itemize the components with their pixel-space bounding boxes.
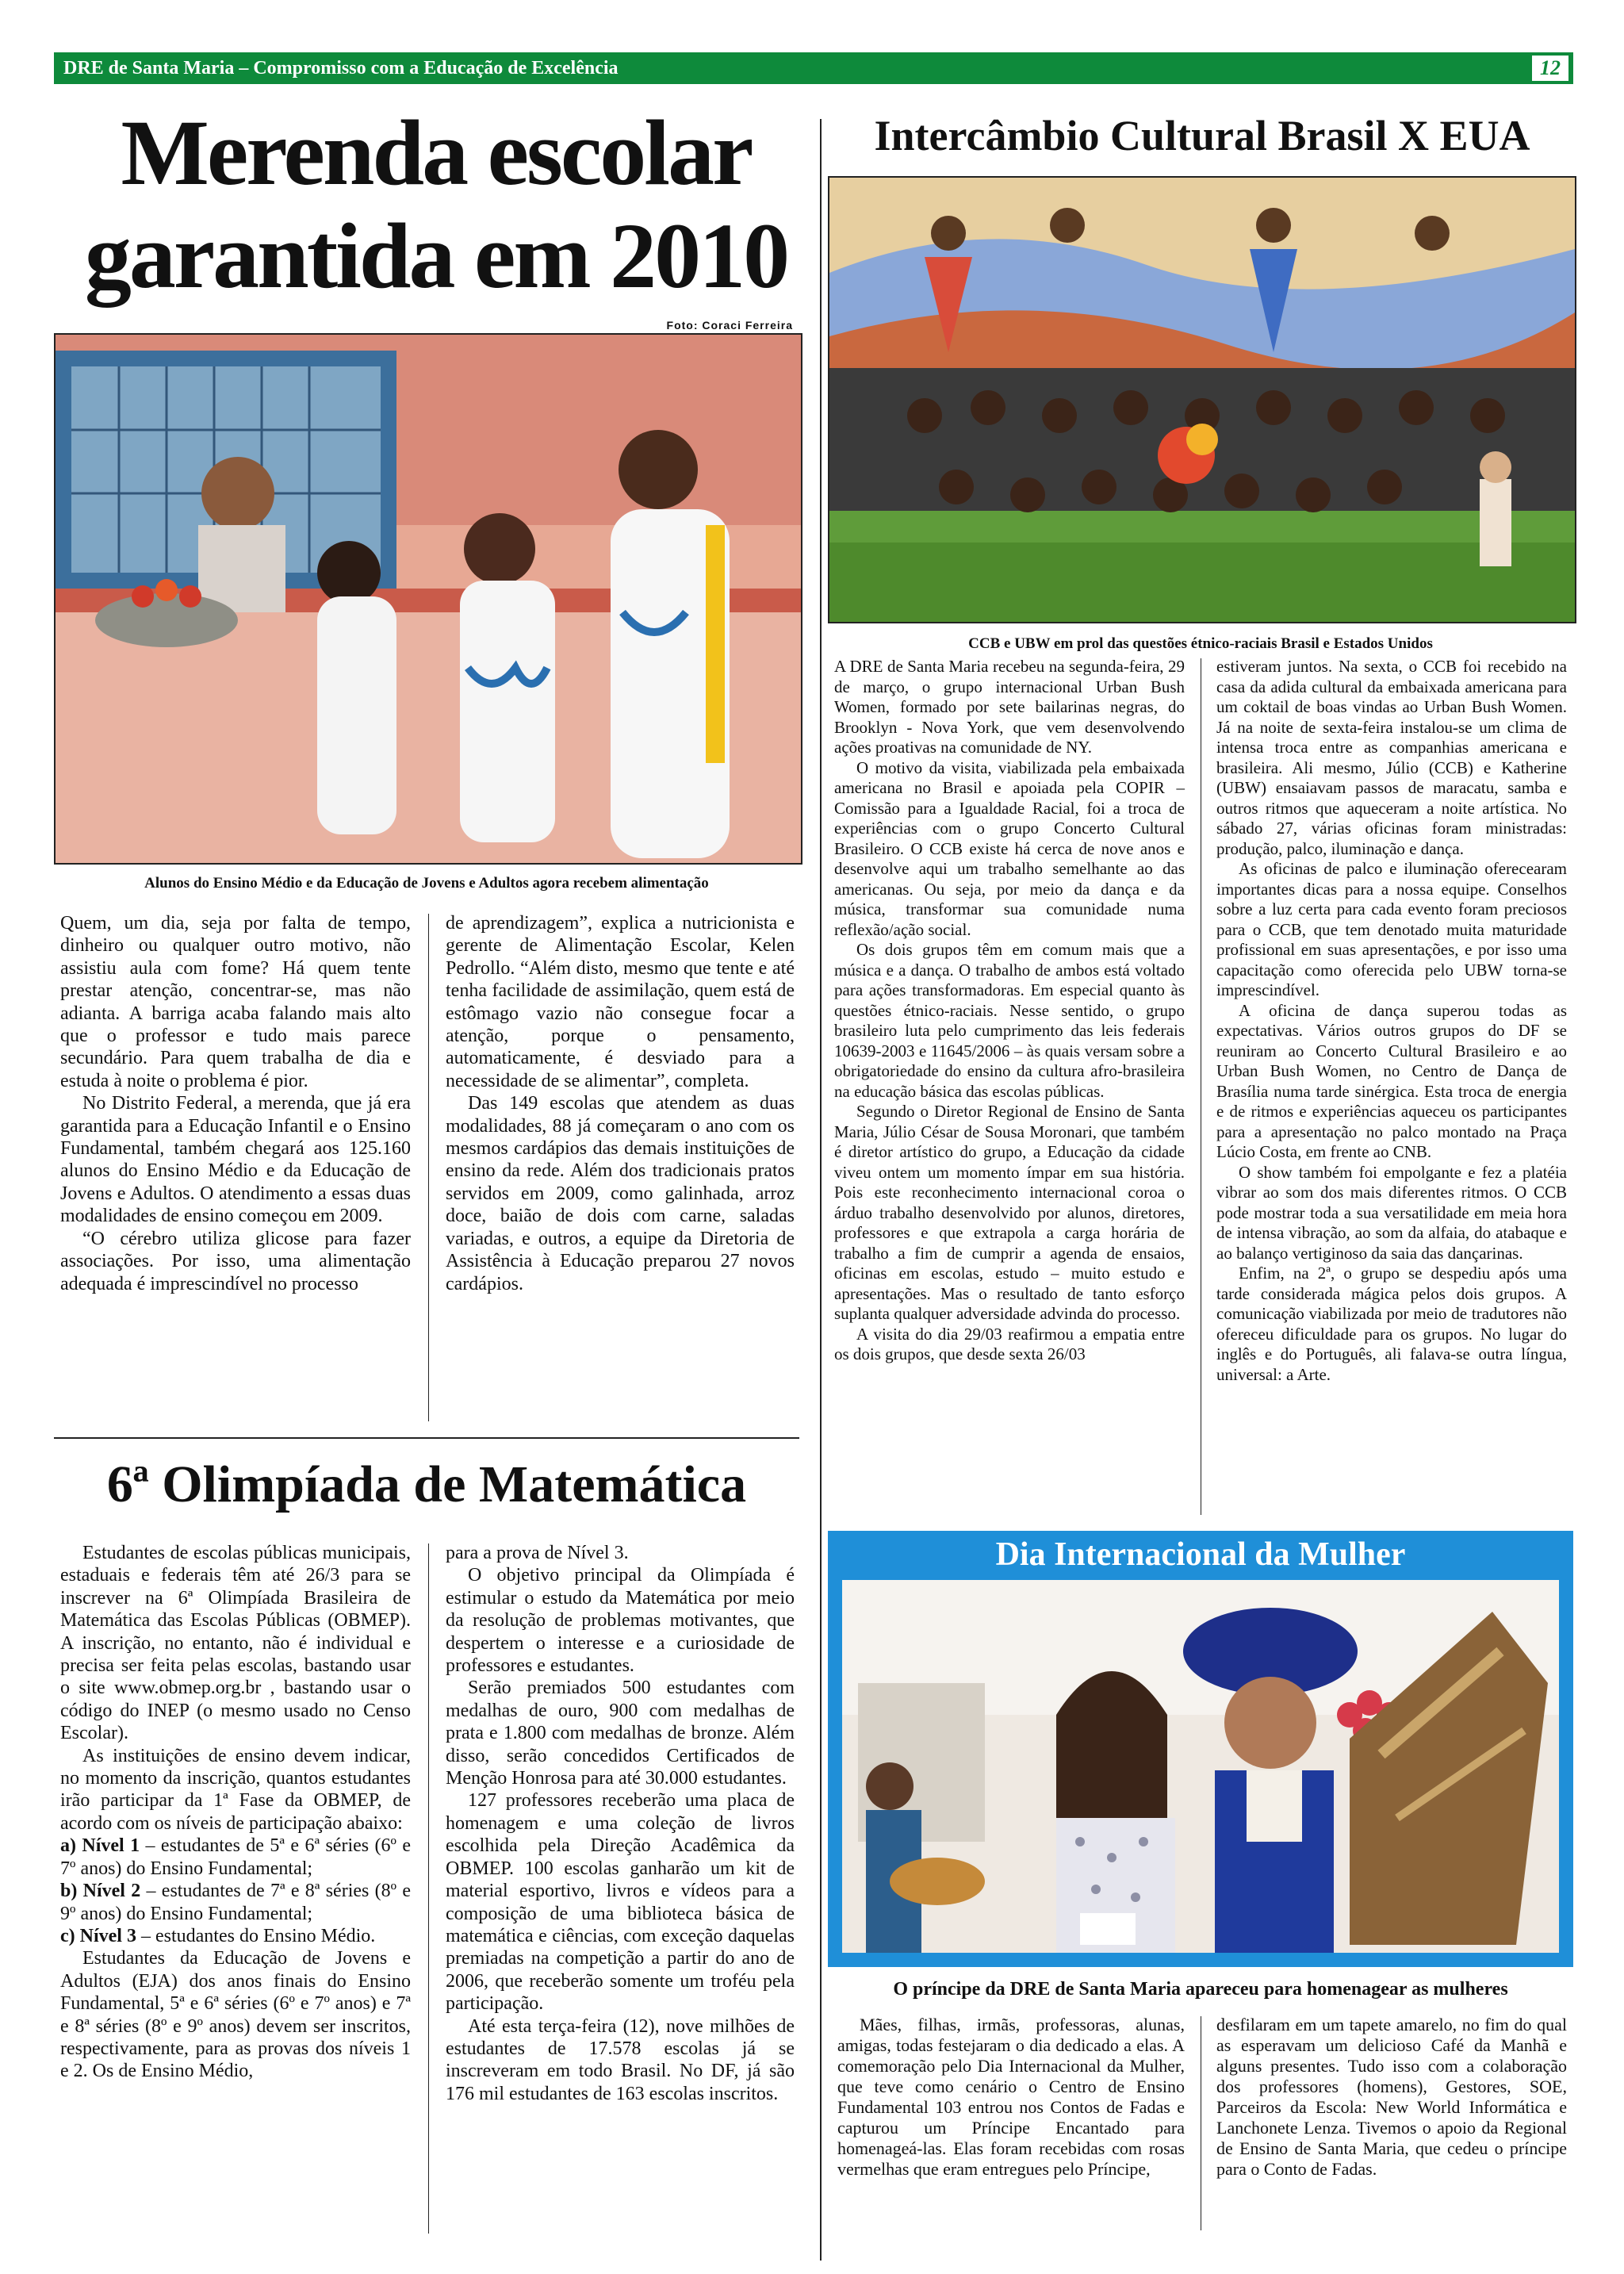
olimpiada-col2-p3: Serão premiados 500 estudantes com medalhas de ouro, 900 com medalhas de prata e 1.800 com medalhas de bronze. Além disso, serão concedidos Certificados de Menção Honrosa para até 30.000 estudantes. xyxy=(446,1678,795,1789)
banner-text: DRE de Santa Maria – Compromisso com a Educação de Excelência xyxy=(63,58,619,79)
olimpiada-level-3 xyxy=(60,1925,411,1947)
mulher-caption: O príncipe da DRE de Santa Maria apareceu para homenagear as mulheres xyxy=(893,1979,1508,2000)
olimpiada-col2-p4: 127 professores receberão uma placa de homenagem e uma coleção de livros escolhida pela Direção Acadêmica da OBMEP. 100 escolas ganharão um kit de material esportivo, livros e vídeos para a composição de uma biblioteca básica de matemática e ciências, com exceção daquelas premiadas na competição a partir do ano de 2006, que receberão somente um troféu pela participação. xyxy=(446,1790,795,2015)
olimpiada-col2-p2: O objetivo principal da Olimpíada é estimular o estudo da Matemática por meio da resolução de problemas motivantes, que despertem o interesse e a curiosidade de professores e estudantes. xyxy=(446,1565,795,1677)
mulher-headline: Dia Internacional da Mulher xyxy=(995,1536,1406,1573)
merenda-photo xyxy=(54,333,802,865)
intercambio-col1-p2: O motivo da visita, viabilizada pela embaixada americana no Brasil e apoiada pela COPIR – Comissão para a Igualdade Racial, foi a troca de experiências com o grupo Concerto Cultural Brasileiro. O CCB existe há cerca de nove anos e desenvolve aqui um trabalho semelhante ao das americanas. Ou seja, por meio da dança e da música, transformar sua comunidade numa reflexão/ação social. xyxy=(834,757,1185,939)
merenda-col2-p1: de aprendizagem”, explica a nutricionista e gerente de Alimentação Escolar, Kelen Pedrollo. “Além disto, mesmo que tente e até tenha facilidade de assimilação, quem está de estômago vazio não consegue focar a atenção, porque o pensamento, automaticamente, é desviado para a necessidade de se alimentar”, completa. xyxy=(446,913,795,1091)
level-1-label: a) Nível 1 xyxy=(60,1835,140,1857)
level-2-text: – estudantes de 7ª e 8ª séries (8º e 9º anos) do Ensino Fundamental; xyxy=(60,1881,412,1924)
olimpiada-col2-p1: para a prova de Nível 3. xyxy=(446,1543,629,1563)
intercambio-photo xyxy=(828,176,1576,623)
merenda-col1-p1: Quem, um dia, seja por falta de tempo, dinheiro ou qualquer outro motivo, não assistiu aula com fome? Há quem tente prestar atenção, concentrar-se, mas não adianta. A barriga acaba falando mais alto que o professor e tudo mais parece secundário. Para quem trabalha de dia e estuda à noite o problema é pior. xyxy=(60,913,411,1091)
olimpiada-col1-p2: As instituições de ensino devem indicar, no momento da inscrição, quantos estudantes irão participar da 1ª Fase da OBMEP, de acordo com os níveis de participação abaixo: xyxy=(60,1745,411,1834)
olimpiada-col-divider xyxy=(428,1543,429,2234)
olimpiada-col1 xyxy=(60,1542,411,2083)
intercambio-col1 xyxy=(834,657,1185,1365)
intercambio-col2-p5: Enfim, na 2ª, o grupo se despediu após uma tarde considerada mágica pelos dois grupos. A comunicação viabilizada por meio de tradutores não ofereceu dificuldade para os grupos. No lugar do inglês e do Português, ali falava-se outra língua, universal: a Arte. xyxy=(1216,1264,1567,1384)
mulher-col1 xyxy=(837,2015,1185,2180)
merenda-col1-p2: No Distrito Federal, a merenda, que já era garantida para a Educação Infantil e o Ensino Fundamental, também chegará aos 125.160 alunos do Ensino Médio e da Educação de Jovens e Adultos. O atendimento a essas duas modalidades de ensino começou em 2009. xyxy=(60,1093,411,1227)
merenda-headline xyxy=(63,101,809,308)
intercambio-col1-p1: A DRE de Santa Maria recebeu na segunda-feira, 29 de março, o grupo internacional Urban Bush Women, formado por sete bailarinas negras, do Brooklyn - Nova York, que vem desenvolvendo ações proativas na comunidade de NY. xyxy=(834,657,1185,757)
level-3-text: – estudantes do Ensino Médio. xyxy=(136,1925,376,1946)
level-2-label: b) Nível 2 xyxy=(60,1881,141,1902)
mulher-photo xyxy=(842,1580,1559,1953)
intercambio-col2-p2: As oficinas de palco e iluminação oferecearam importantes dicas para a nossa equipe. Conselhos sobre a luz certa para cada evento foram preciosos para o CCB, que tem denotado muita maturidade profissional em suas apresentações, e por isso uma capacitação como oferecida pelo UBW torna-se imprescindível. xyxy=(1216,859,1567,999)
intercambio-col1-p5: A visita do dia 29/03 reafirmou a empatia entre os dois grupos, que desde sexta 26/03 xyxy=(834,1324,1185,1363)
merenda-caption: Alunos do Ensino Médio e da Educação de Jovens e Adultos agora recebem alimentação xyxy=(144,875,709,892)
intercambio-col2-p4: O show também foi empolgante e fez a platéia vibrar ao som dos mais diferentes ritmos. O CCB pode mostrar toda a sua versatilidade em meia hora de intensa vibração, ao som da alfaia, do atabaque e ao balanço vertiginoso da saia das dançarinas. xyxy=(1216,1162,1567,1263)
level-1-text: – estudantes de 5ª e 6ª séries (6º e 7º anos) do Ensino Fundamental; xyxy=(60,1835,412,1879)
intercambio-photo-illustration xyxy=(829,178,1575,622)
column-divider xyxy=(820,119,822,2261)
intercambio-caption: CCB e UBW em prol das questões étnico-raciais Brasil e Estados Unidos xyxy=(968,635,1433,652)
merenda-col2 xyxy=(446,912,795,1295)
merenda-headline-line2: garantida em 2010 xyxy=(84,204,788,308)
intercambio-col1-p3: Os dois grupos têm em comum mais que a música e a dança. O trabalho de ambos está voltado para ações transformadoras. Em especial quanto às questões étnico-raciais. Nesse sentido, o grupo brasileiro luta pelo cumprimento das leis federais 10639-2003 e 11645/2006 – às quais versam sobre a obrigatoriedade do ensino da cultura afro-brasileira na educação básica das escolas públicas. xyxy=(834,940,1185,1101)
olimpiada-headline: 6ª Olimpíada de Matemática xyxy=(106,1455,747,1513)
intercambio-headline: Intercâmbio Cultural Brasil X EUA xyxy=(874,112,1530,159)
section-divider-left xyxy=(54,1437,799,1439)
merenda-headline-line1: Merenda escolar xyxy=(121,101,752,205)
olimpiada-col2-p5: Até esta terça-feira (12), nove milhões de estudantes de 17.578 escolas já se inscreveram em todo Brasil. No DF, já são 176 mil estudantes de 163 escolas inscritos. xyxy=(446,2015,795,2104)
merenda-photo-illustration xyxy=(56,335,801,863)
olimpiada-level-2 xyxy=(60,1880,411,1925)
intercambio-col2-p3: A oficina de dança superou todas as expectativas. Vários outros grupos do DF se reuniram ao Concerto Cultural Brasileiro e ao Urban Bush Women, no Centro de Dança de Brasília numa tarde sinérgica. Esta troca de energia e de ritmos e experiências aqueceu os participantes para a apresentação no palco montado na Praça Lúcio Costa, em frente ao CNB. xyxy=(1216,1000,1567,1161)
olimpiada-col1-p1: Estudantes de escolas públicas municipais, estaduais e federais têm até 26/3 para se inscrever na 6ª Olimpíada Brasileira de Matemática das Escolas Públicas (OBMEP). A inscrição, no entanto, não é individual e precisa ser feita pelas escolas, bastando usar o site www.obmep.org.br , bastando usar o código do INEP (o mesmo usado no Censo Escolar). xyxy=(60,1543,411,1744)
level-3-label: c) Nível 3 xyxy=(60,1925,136,1946)
mulher-col2-p1: desfilaram em um tapete amarelo, no fim do qual as esperavam um delicioso Café da Manhã e alguns presentes. Tudo isso com a colaboração dos professores (homens), Gestores, SOE, Parceiros da Escola: New World Informática e Lanchonete Lenza. Tivemos o apoio da Regional de Ensino de Santa Maria, que cedeu o príncipe para o Conto de Fadas. xyxy=(1216,2015,1567,2179)
intercambio-col1-p4: Segundo o Diretor Regional de Ensino de Santa Maria, Júlio César de Sousa Moronari, que também é diretor artístico do grupo, a Educação da cidade viveu ontem um momento ímpar em sua história. Pois este reconhecimento internacional coroa o árduo trabalho desenvolvido por alunos, diretores, professores e que extrapola a carga horária de trabalho a fim de cumprir a agenda de ensaios, oficinas em escolas, estudo – muito estudo e apresentações. Mas o resultado de tanto esforço suplanta qualquer adversidade advinda do processo. xyxy=(834,1102,1185,1323)
mulher-photo-illustration xyxy=(842,1580,1559,1953)
photo-credit: Foto: Coraci Ferreira xyxy=(666,319,793,332)
merenda-col1-p3: “O cérebro utiliza glicose para fazer associações. Por isso, uma alimentação adequada é imprescindível no processo xyxy=(60,1228,411,1294)
merenda-col1 xyxy=(60,912,411,1295)
merenda-col-divider xyxy=(428,914,429,1421)
page-number: 12 xyxy=(1532,56,1568,81)
olimpiada-col1-end: Estudantes da Educação de Jovens e Adultos (EJA) dos anos finais do Ensino Fundamental, 5ª e 6ª séries (6º e 7º anos) e 7ª e 8ª séries (8º e 9º anos) devem ser inscritos, respectivamente, para as provas dos níveis 1 e 2. Os de Ensino Médio, xyxy=(60,1948,411,2082)
mulher-col1-p1: Mães, filhas, irmãs, professoras, alunas, amigas, todas festejaram o dia dedicado a elas. A comemoração pelo Dia Internacional da Mulher, que teve como cenário o Centro de Ensino Fundamental 103 entrou nos Contos de Fadas e capturou um Príncipe Encantado para homenageá-las. Elas foram recebidas com rosas vermelhas que eram entregues pelo Príncipe, xyxy=(837,2015,1185,2179)
olimpiada-col2 xyxy=(446,1542,795,2105)
intercambio-col2-p1: estiveram juntos. Na sexta, o CCB foi recebido na casa da adida cultural da embaixada americana para um coktail de boas vindas ao Urban Bush Women. Já na noite de sexta-feira instalou-se um clima de intensa troca entre as companhias americana e brasileira. Ali mesmo, Júlio (CCB) e Katherine (UBW) ensaiavam passos de maracatu, samba e outros ritmos que aqueceram a noite artística. No sábado 27, várias oficinas foram ministradas: produção, palco, iluminação e dança. xyxy=(1216,657,1567,858)
intercambio-col2 xyxy=(1216,657,1567,1385)
mulher-col2 xyxy=(1216,2015,1567,2180)
olimpiada-level-1 xyxy=(60,1835,411,1880)
merenda-col2-p2: Das 149 escolas que atendem as duas modalidades, 88 já começaram o ano com os mesmos cardápios das demais instituições de ensino da rede. Além dos tradicionais pratos servidos em 2009, como galinhada, arroz doce, baião de dois com carne, saladas variadas, e outros, a equipe da Diretoria de Assistência à Educação preparou 27 novos cardápios. xyxy=(446,1093,795,1294)
